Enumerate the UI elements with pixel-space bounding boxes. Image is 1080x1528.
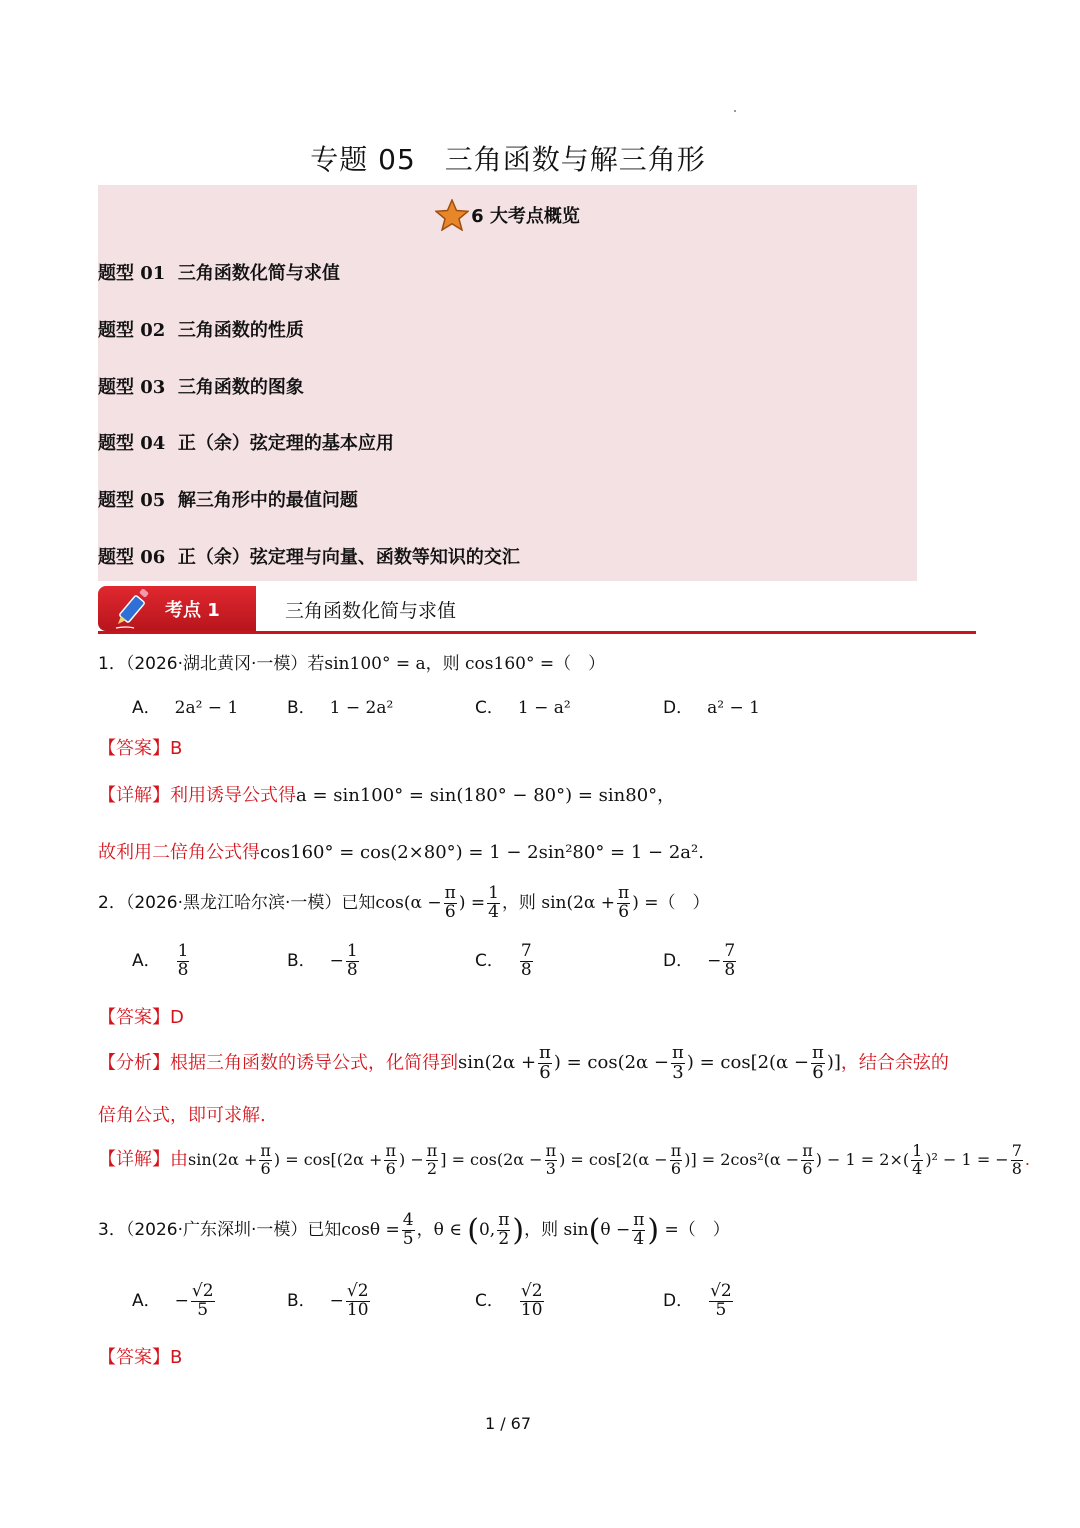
- overview-heading: [98, 199, 917, 231]
- overview-item: 题型 03 三角函数的图象: [98, 377, 304, 398]
- q3-option-a: A． − $\frac{√2}{5}$: [132, 1281, 214, 1320]
- q3-option-b: B． − $\frac{√2}{10}$: [287, 1281, 369, 1320]
- q1-detail-2: 故利用二倍角公式得cos160° = cos(2×80°) = 1 − 2sin²80° = 1 − 2a².: [98, 842, 704, 863]
- question-3-stem: 3．（2026·广东深圳·一模）已知cosθ = $\frac{4}{5}$ ，θ ∈ (0, $\frac{\pi}{2}$ )，则 sin(θ − $\frac{\pi}{4}$ ) =（ ）: [98, 1210, 730, 1249]
- page-title: 专题 05 三角函数与解三角形: [310, 143, 706, 176]
- overview-item: 题型 06 正（余）弦定理与向量、函数等知识的交汇: [98, 547, 520, 568]
- overview-box: [98, 185, 917, 581]
- stray-dot: [734, 110, 736, 112]
- overview-item: 题型 01 三角函数化简与求值: [98, 263, 340, 284]
- section-underline: [256, 631, 976, 634]
- page-number: 1 / 67: [484, 1414, 532, 1433]
- q2-answer: 【答案】D: [98, 1007, 184, 1028]
- q3-option-c: C． $\frac{√2}{10}$: [475, 1281, 543, 1320]
- overview-item: 题型 04 正（余）弦定理的基本应用: [98, 433, 394, 454]
- q1-option-b: B． 1 − 2a²: [287, 698, 394, 718]
- section-label: 考点 1: [165, 600, 220, 621]
- section-title: 三角函数化简与求值: [285, 600, 457, 622]
- overview-item: 题型 05 解三角形中的最值问题: [98, 490, 358, 511]
- q1-answer: 【答案】B: [98, 738, 183, 759]
- pencil-icon: [112, 588, 156, 630]
- q3-option-d: D． $\frac{√2}{5}$: [663, 1281, 732, 1320]
- q2-option-a: A． $\frac{1}{8}$: [132, 941, 189, 980]
- section-underline-left: [98, 631, 256, 634]
- q2-analysis-2: 倍角公式，即可求解.: [98, 1105, 266, 1126]
- overview-item: 题型 02 三角函数的性质: [98, 320, 304, 341]
- q3-answer: 【答案】B: [98, 1347, 183, 1368]
- q1-detail: 【详解】利用诱导公式得a = sin100° = sin(180° − 80°) = sin80°，: [98, 785, 676, 806]
- q1-option-d: D． a² − 1: [663, 698, 760, 718]
- overview-heading-text: 6 大考点概览: [471, 206, 580, 227]
- q1-option-c: C． 1 − a²: [475, 698, 571, 718]
- q2-option-c: C． $\frac{7}{8}$: [475, 941, 532, 980]
- q2-analysis: 【分析】根据三角函数的诱导公式，化简得到sin(2α + $\frac{\pi}{6}$ ) = cos(2α − $\frac{\pi}{3}$ ) = cos[2(α − $\frac{\pi}{6}$ )]，结合余弦的: [98, 1042, 949, 1083]
- question-2-stem: 2．（2026·黑龙江哈尔滨·一模）已知cos(α − $\frac{\pi}{6}$ ) = $\frac{1}{4}$ ，则 sin(2α + $\frac{\pi}{6}$ ) =（ ）: [98, 883, 710, 922]
- question-1-stem: 1．（2026·湖北黄冈·一模）若sin100° = a，则 cos160° =（ ）: [98, 654, 606, 674]
- section-label-bar: [98, 586, 256, 631]
- q1-option-a: A． 2a² − 1: [132, 698, 239, 718]
- q2-option-b: B． − $\frac{1}{8}$: [287, 941, 358, 980]
- q2-detail: 【详解】由sin(2α + $\frac{\pi}{6}$ ) = cos[(2α + $\frac{\pi}{6}$ ) − $\frac{\pi}{2}$ ] = cos(2α − $\frac{\pi}{3}$ ) = cos[2(α − $\frac{\pi}{6}$ )] = 2cos²(α − $\frac{\pi}{6}$ ) − 1 = 2×( $\frac{1}{4}$ )² − 1 = − $\frac{7}{8}$ .: [98, 1141, 1030, 1178]
- star-icon: [435, 199, 469, 231]
- q2-option-d: D． − $\frac{7}{8}$: [663, 941, 736, 980]
